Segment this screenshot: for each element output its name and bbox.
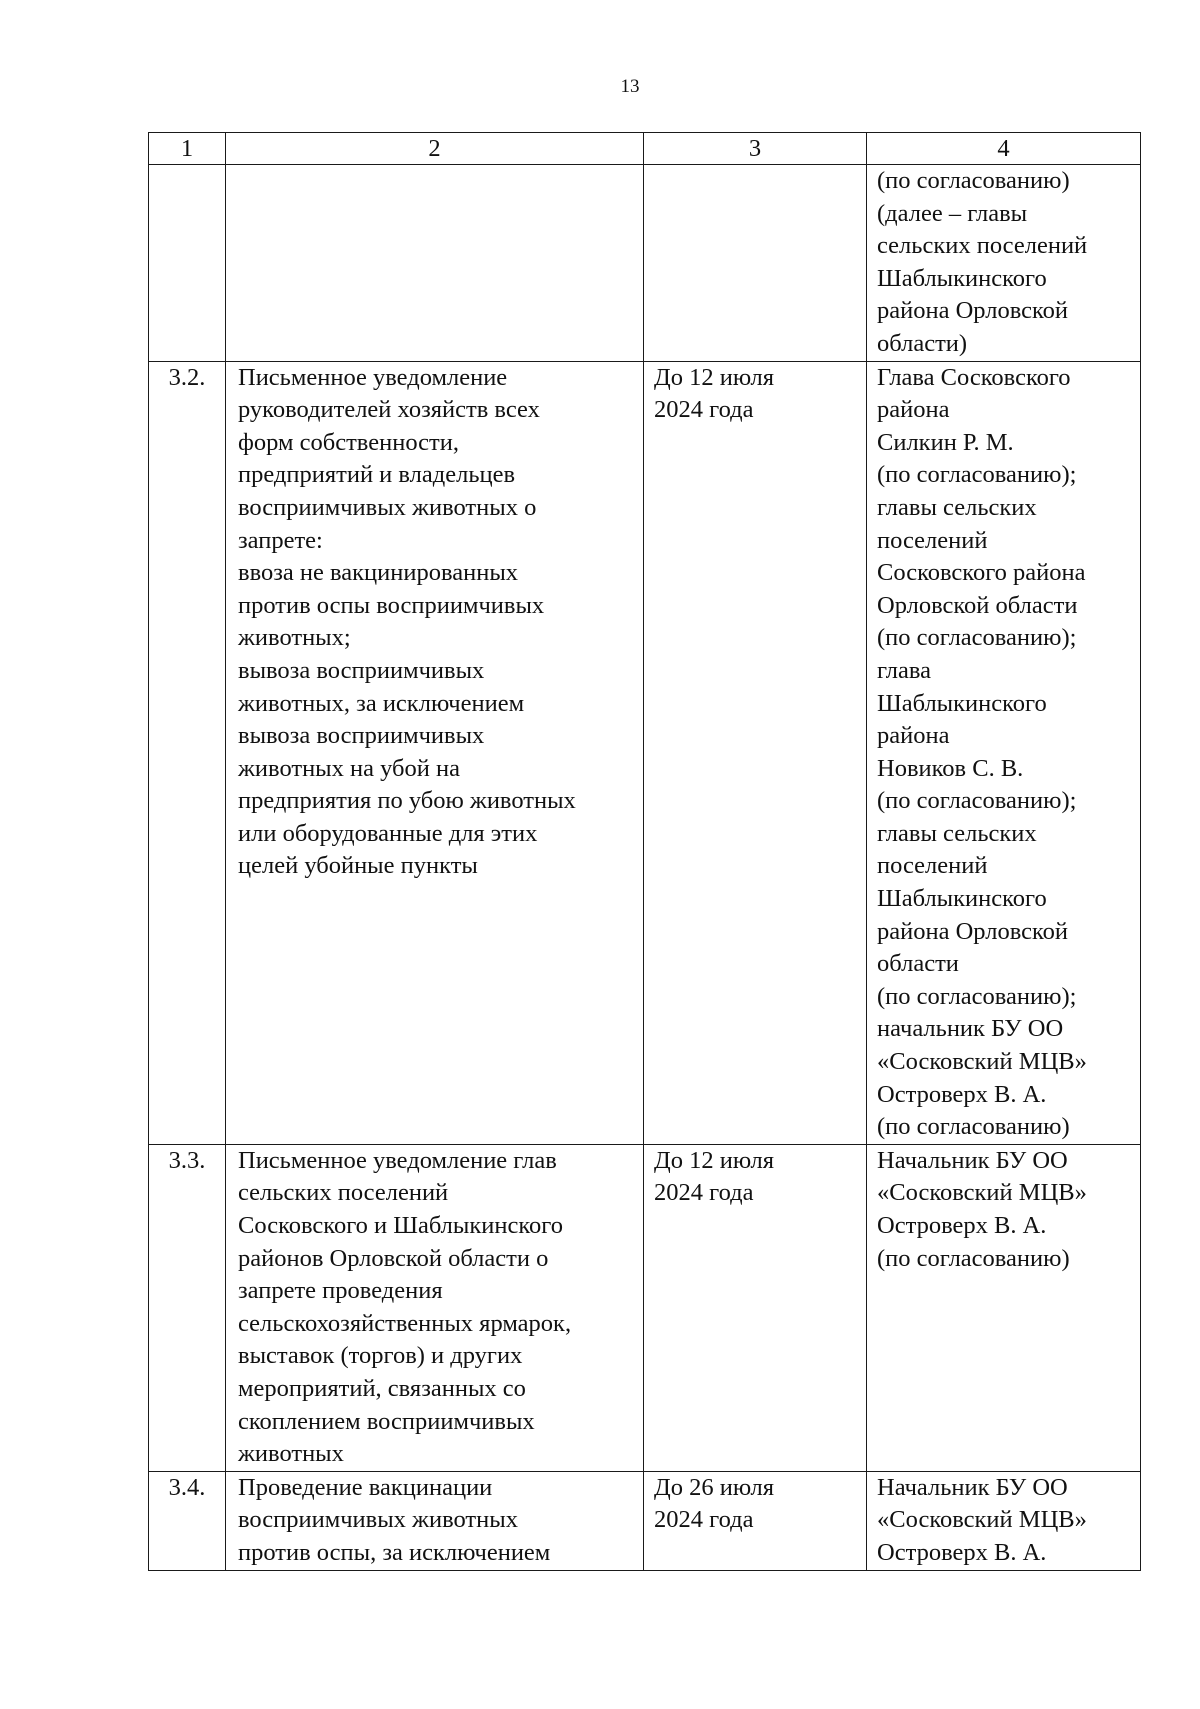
row-responsible: Начальник БУ ОО «Сосковский МЦВ» Островерх В. А. <box>867 1471 1141 1570</box>
table-row <box>149 1471 1141 1570</box>
header-col-2: 2 <box>226 133 644 165</box>
row-responsible: (по согласованию) (далее – главы сельских поселений Шаблыкинского района Орловской области) <box>867 165 1141 362</box>
row-action <box>226 165 644 362</box>
row-action: Письменное уведомление глав сельских поселений Сосковского и Шаблыкинского районов Орловской области о запрете проведения сельскохозяйственных ярмарок, выставок (торгов) и других мероприятий, связанных со скоплением восприимчивых животных <box>226 1144 644 1471</box>
row-action: Письменное уведомление руководителей хозяйств всех форм собственности, предприятий и владельцев восприимчивых животных о запрете: ввоза не вакцинированных против оспы восприимчивых животных; вывоза восприимчивых животных, за исключением вывоза восприимчивых животных на убой на предприятия по убою животных или оборудованные для этих целей убойные пункты <box>226 361 644 1144</box>
row-number: 3.3. <box>149 1144 226 1471</box>
row-number: 3.4. <box>149 1471 226 1570</box>
row-responsible: Глава Сосковского района Силкин Р. М. (по согласованию); главы сельских поселений Сосковского района Орловской области (по согласованию); глава Шаблыкинского района Новиков С. В. (по согласованию); главы сельских поселений Шаблыкинского района Орловской области (по согласованию); начальник БУ ОО «Сосковский МЦВ» Островерх В. А. (по согласованию) <box>867 361 1141 1144</box>
row-deadline: До 26 июля 2024 года <box>644 1471 867 1570</box>
table-header-row <box>149 133 1141 165</box>
row-number: 3.2. <box>149 361 226 1144</box>
header-col-1: 1 <box>149 133 226 165</box>
table-row <box>149 1144 1141 1471</box>
row-number <box>149 165 226 362</box>
table-row <box>149 361 1141 1144</box>
header-col-4: 4 <box>867 133 1141 165</box>
row-deadline: До 12 июля 2024 года <box>644 1144 867 1471</box>
table-row <box>149 165 1141 362</box>
row-responsible: Начальник БУ ОО «Сосковский МЦВ» Островерх В. А. (по согласованию) <box>867 1144 1141 1471</box>
measures-table <box>148 132 1141 1571</box>
row-deadline: До 12 июля 2024 года <box>644 361 867 1144</box>
header-col-3: 3 <box>644 133 867 165</box>
row-deadline <box>644 165 867 362</box>
row-action: Проведение вакцинации восприимчивых животных против оспы, за исключением <box>226 1471 644 1570</box>
page-number: 13 <box>620 76 640 97</box>
